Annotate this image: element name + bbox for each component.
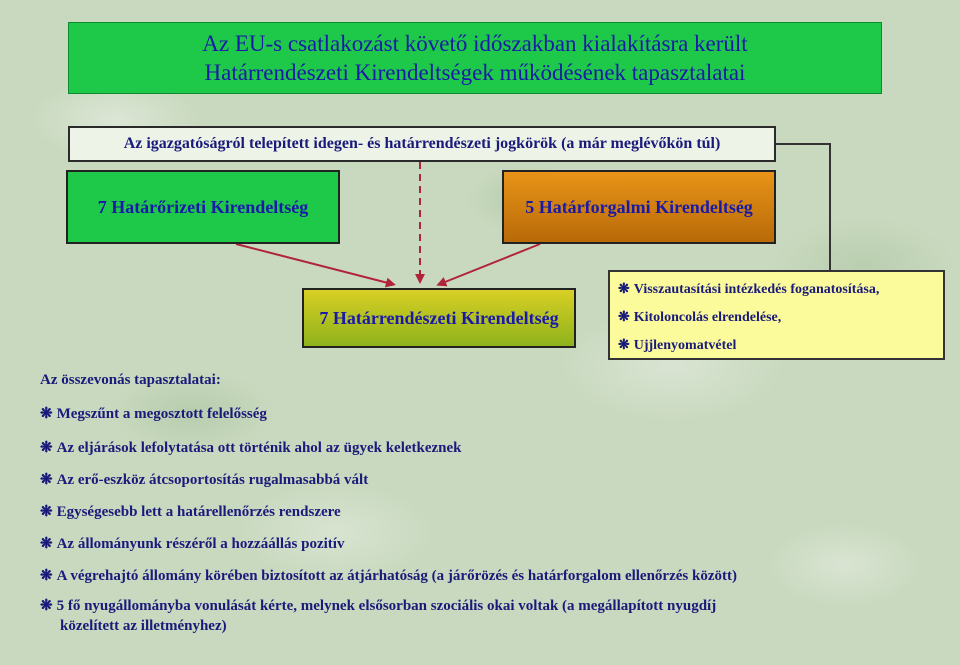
lesson-item xyxy=(40,502,341,521)
title-line-2: Határrendészeti Kirendeltségek működésének tapasztalatai xyxy=(204,60,746,85)
powers-item-text: Kitoloncolás elrendelése, xyxy=(633,310,782,325)
bullet-icon: ❋ xyxy=(40,504,53,520)
lesson-item xyxy=(40,534,344,553)
authority-connector-line xyxy=(776,144,830,270)
title-banner xyxy=(68,22,882,94)
lessons-heading: Az összevonás tapasztalatai: xyxy=(40,372,221,388)
title-line-1: Az EU-s csatlakozást követő időszakban kialakításra került xyxy=(202,31,748,56)
authority-text: Az igazgatóságról telepített idegen- és határrendészeti jogkörök (a már meglévőkön túl) xyxy=(123,135,721,152)
lesson-item xyxy=(40,470,368,489)
powers-item xyxy=(618,304,935,332)
powers-item xyxy=(618,276,935,304)
lesson-text: 5 fő nyugállományba vonulását kérte, melynek elsősorban szociális okai voltak (a megállapított nyugdíj xyxy=(56,598,717,614)
lesson-item xyxy=(40,596,870,636)
bullet-icon: ❋ xyxy=(40,598,53,614)
bullet-icon: ❋ xyxy=(618,310,630,325)
powers-item-text: Ujjlenyomatvétel xyxy=(633,338,737,353)
traffic-office-label: 5 Határforgalmi Kirendeltség xyxy=(525,196,753,217)
powers-box xyxy=(608,270,945,360)
guard-office-label: 7 Határőrizeti Kirendeltség xyxy=(97,196,309,217)
guard-arrow xyxy=(236,244,392,284)
lesson-text: Az eljárások lefolytatása ott történik ahol az ügyek keletkeznek xyxy=(56,440,462,456)
authority-box xyxy=(68,126,776,162)
lesson-item xyxy=(40,566,737,585)
bullet-icon: ❋ xyxy=(618,282,630,297)
lesson-text-continued: közelített az illetményhez) xyxy=(60,618,227,634)
guard-office-box xyxy=(66,170,340,244)
lesson-text: Egységesebb lett a határellenőrzés rendszere xyxy=(56,504,341,520)
lesson-item xyxy=(40,438,462,457)
bullet-icon: ❋ xyxy=(40,440,53,456)
lesson-text: Megszűnt a megosztott felelősség xyxy=(56,406,267,422)
traffic-office-box xyxy=(502,170,776,244)
bullet-icon: ❋ xyxy=(40,536,53,552)
lesson-text: A végrehajtó állomány körében biztosított az átjárhatóság (a járőrözés és határforgalom ellenőrzés között) xyxy=(56,568,737,584)
bullet-icon: ❋ xyxy=(40,472,53,488)
powers-item-text: Visszautasítási intézkedés foganatosítása, xyxy=(633,282,880,297)
bullet-icon: ❋ xyxy=(618,338,630,353)
bullet-icon: ❋ xyxy=(40,406,53,422)
lesson-item xyxy=(40,404,267,423)
traffic-arrow xyxy=(440,244,540,284)
merged-office-label: 7 Határrendészeti Kirendeltség xyxy=(319,307,559,328)
bullet-icon: ❋ xyxy=(40,568,53,584)
powers-item xyxy=(618,332,935,360)
lesson-text: Az állományunk részéről a hozzáállás pozitív xyxy=(56,536,345,552)
merged-office-box xyxy=(302,288,576,348)
lesson-text: Az erő-eszköz átcsoportosítás rugalmasabbá vált xyxy=(56,472,369,488)
